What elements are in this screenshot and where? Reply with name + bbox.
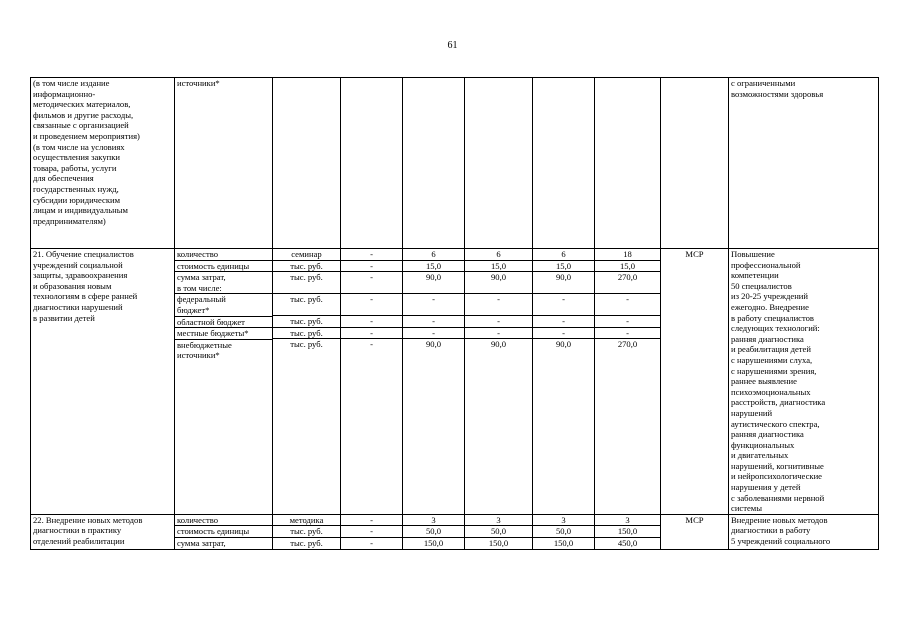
table-cell-value: - bbox=[341, 249, 402, 261]
table-cell-value: 3 bbox=[403, 515, 464, 527]
table-cell-value: 150,0 bbox=[595, 526, 660, 538]
unit-column bbox=[273, 249, 341, 515]
table-cell-value: количество bbox=[175, 249, 272, 261]
table-cell-value: - bbox=[341, 526, 402, 538]
table-cell-value: внебюджетные источники* bbox=[177, 339, 232, 361]
page-number: 61 bbox=[447, 40, 458, 51]
table-cell-value: стоимость единицы bbox=[175, 526, 272, 538]
table-cell-value: областной бюджет bbox=[175, 317, 272, 329]
table-cell-value: - bbox=[533, 294, 594, 316]
table-cell-value: 15,0 bbox=[403, 261, 464, 273]
table-cell-value: - bbox=[595, 328, 660, 340]
value-column-3 bbox=[533, 514, 595, 549]
table-cell-value: местные бюджеты* bbox=[175, 328, 272, 340]
table-cell-value: - bbox=[533, 328, 594, 340]
table-cell-value: 90,0 bbox=[555, 339, 572, 350]
executor: МСР bbox=[661, 514, 729, 549]
table-cell-value: 90,0 bbox=[490, 339, 507, 350]
table-cell-value: тыс. руб. bbox=[273, 294, 340, 316]
table-cell-value: тыс. руб. bbox=[273, 328, 340, 340]
table-cell-value: - bbox=[465, 328, 532, 340]
value-column-2 bbox=[465, 514, 533, 549]
indicator-labels bbox=[175, 249, 273, 515]
table-cell-value: - bbox=[370, 538, 373, 549]
value-column-1 bbox=[403, 514, 465, 549]
table-cell-value: - bbox=[341, 316, 402, 328]
table-cell-value: - bbox=[370, 339, 373, 350]
table-cell-value: 18 bbox=[595, 249, 660, 261]
table-cell-value: федеральный бюджет* bbox=[175, 294, 272, 316]
table-cell-value: 6 bbox=[403, 249, 464, 261]
value-column-0 bbox=[341, 249, 403, 515]
unit-column bbox=[273, 514, 341, 549]
table-cell-value: 15,0 bbox=[533, 261, 594, 273]
table-cell-value: - bbox=[403, 316, 464, 328]
value-column-1 bbox=[403, 249, 465, 515]
table-cell-value: 6 bbox=[465, 249, 532, 261]
value-column-2 bbox=[465, 249, 533, 515]
table-cell-value: 90,0 bbox=[403, 272, 464, 294]
table-cell-value: тыс. руб. bbox=[290, 538, 323, 549]
measure-title: 21. Обучение специалистов учреждений социальной защиты, здравоохранения и образования новым технологиям в сфере ранней диагностики нарушений в развитии детей bbox=[31, 249, 175, 515]
table-cell-value: семинар bbox=[273, 249, 340, 261]
table-cell-value: 15,0 bbox=[595, 261, 660, 273]
table-row bbox=[31, 78, 879, 249]
table-cell-value: стоимость единицы bbox=[175, 261, 272, 273]
table-cell-value: 50,0 bbox=[533, 526, 594, 538]
table-cell-value: - bbox=[465, 294, 532, 316]
indicator-labels bbox=[175, 514, 273, 549]
table-cell-value: 150,0 bbox=[488, 538, 509, 549]
measure-description-cont: (в том числе издание информационно- методических материалов, фильмов и другие расходы, связанные с организацией и проведением мероприятия) (в том числе на условиях осуществления закупки товара, работы, услуги для обеспечения государственных нужд, субсидии юридическим лицам и индивидуальным предпринимателям) bbox=[31, 78, 175, 249]
table-cell-value: - bbox=[465, 316, 532, 328]
table-cell-value: - bbox=[341, 261, 402, 273]
table-cell-value: тыс. руб. bbox=[273, 316, 340, 328]
table-cell-value: 50,0 bbox=[465, 526, 532, 538]
table-cell-value: тыс. руб. bbox=[273, 272, 340, 294]
value-column-total bbox=[595, 249, 661, 515]
table-cell-value: - bbox=[595, 294, 660, 316]
table-cell-value: 3 bbox=[595, 515, 660, 527]
measure-title: 22. Внедрение новых методов диагностики в практику отделений реабилитации bbox=[31, 514, 175, 549]
expected-result: Повышение профессиональной компетенции 50 специалистов из 20-25 учреждений ежегодно. Внедрение в работу специалистов следующих технологий: ранняя диагностика и реабилитация детей с нарушениями слуха, с нарушениями зрения, раннее выявление психоэмоциональных расстройств, диагностика нарушений аутистического спектра, ранняя диагностика функциональных и двигательных нарушений, когнитивные и нейропсихологические нарушения у детей с заболеваниями нервной системы bbox=[729, 249, 879, 515]
table-cell-value: - bbox=[341, 294, 402, 316]
expected-result: Внедрение новых методов диагностики в работу 5 учреждений социального bbox=[729, 514, 879, 549]
table-cell-value: 50,0 bbox=[403, 526, 464, 538]
table-cell-value: тыс. руб. bbox=[290, 339, 323, 350]
value-column-3 bbox=[533, 249, 595, 515]
table-cell-value: количество bbox=[175, 515, 272, 527]
indicator-label: источники* bbox=[175, 78, 273, 249]
value-column-total bbox=[595, 514, 661, 549]
table-cell-value: сумма затрат, bbox=[177, 538, 226, 549]
table-cell-value: тыс. руб. bbox=[273, 261, 340, 273]
table-cell-value: - bbox=[341, 328, 402, 340]
table-cell-value: - bbox=[341, 515, 402, 527]
table-cell-value: 90,0 bbox=[533, 272, 594, 294]
table-cell-value: 270,0 bbox=[595, 272, 660, 294]
table-row bbox=[31, 249, 879, 515]
table-cell-value: 150,0 bbox=[553, 538, 574, 549]
table-cell-value: - bbox=[403, 294, 464, 316]
table-cell-value: 3 bbox=[465, 515, 532, 527]
table-cell-value: 450,0 bbox=[617, 538, 638, 549]
program-measures-table bbox=[30, 77, 879, 550]
table-cell-value: тыс. руб. bbox=[273, 526, 340, 538]
table-cell-value: 270,0 bbox=[617, 339, 638, 350]
table-cell-value: - bbox=[533, 316, 594, 328]
value-column-0 bbox=[341, 514, 403, 549]
table-cell-value: 15,0 bbox=[465, 261, 532, 273]
expected-result: с ограниченными возможностями здоровья bbox=[729, 78, 879, 249]
table-row bbox=[31, 514, 879, 549]
table-cell-value: 150,0 bbox=[423, 538, 444, 549]
table-cell-value: сумма затрат, в том числе: bbox=[175, 272, 272, 294]
table-cell-value: - bbox=[595, 316, 660, 328]
table-cell-value: - bbox=[403, 328, 464, 340]
table-cell-value: 3 bbox=[533, 515, 594, 527]
table-cell-value: методика bbox=[273, 515, 340, 527]
table-cell-value: 90,0 bbox=[425, 339, 442, 350]
executor: МСР bbox=[661, 249, 729, 515]
table-cell-value: 90,0 bbox=[465, 272, 532, 294]
table-cell-value: - bbox=[341, 272, 402, 294]
table-cell-value: 6 bbox=[533, 249, 594, 261]
